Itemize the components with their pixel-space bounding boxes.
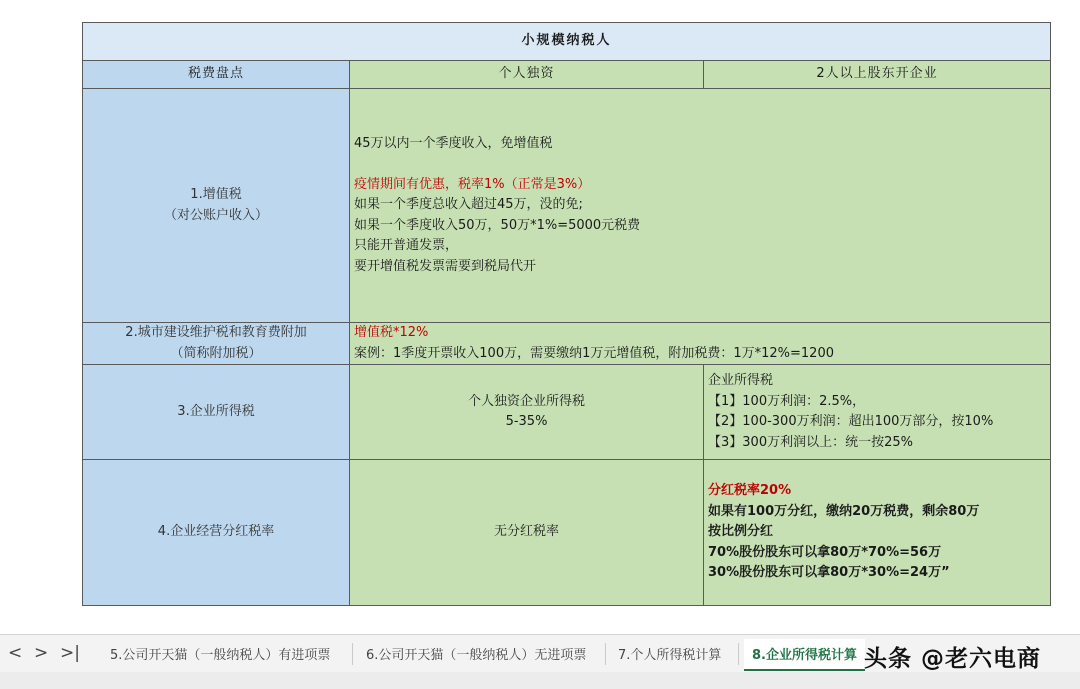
tab-sheet-8-active[interactable]: 8.企业所得税计算 [744,639,865,671]
vat-line-highlight: 疫情期间有优惠，税率1%（正常是3%） [354,176,591,192]
surcharge-label-line2: （简称附加税） [170,345,262,361]
dividend-line: 70%股份股东可以拿80万*70%=56万 [708,544,942,560]
next-sheet-icon[interactable]: > [34,643,49,663]
income-tax-corp-line: 【3】300万利润以上：统一按25% [708,434,913,450]
dividend-line: 如果有100万分红，缴纳20万税费，剩余80万 [708,503,980,519]
tax-comparison-table [82,22,1051,606]
surcharge-label-line1: 2.城市建设维护税和教育费附加 [125,325,307,340]
header-multi-shareholder[interactable]: 2人以上股东开企业 [704,61,1051,89]
income-tax-sole-cell[interactable] [350,365,704,460]
tab-sheet-7[interactable]: 7.个人所得税计算 [618,648,722,663]
dividend-line: 30%股份股东可以拿80万*30%=24万” [708,565,950,581]
income-tax-corp-line: 企业所得税 [708,373,774,388]
surcharge-detail-cell[interactable] [350,323,1051,365]
vat-line: 如果一个季度总收入超过45万，没的免; [354,197,583,212]
header-sole-proprietorship[interactable]: 个人独资 [350,61,704,89]
vat-line: 只能开普通发票， [354,238,459,253]
row-label-dividend[interactable]: 4.企业经营分红税率 [83,460,350,606]
vat-gap [354,155,1046,175]
table-title[interactable]: 小规模纳税人 [83,23,1051,61]
vat-label-line2: （对公账户收入） [163,207,268,223]
tab-divider [738,643,739,665]
status-strip [0,672,1080,689]
vat-detail-cell[interactable] [350,89,1051,323]
dividend-line: 按比例分红 [708,524,774,540]
prev-sheet-icon[interactable]: < [8,643,23,663]
vat-label-line1: 1.增值税 [190,187,242,202]
dividend-corp-cell[interactable] [704,460,1051,606]
vat-line: 如果一个季度收入50万，50万*1%=5000元税费 [354,217,641,233]
row-label-vat[interactable] [83,89,350,323]
vat-line: 45万以内一个季度收入，免增值税 [354,136,553,151]
income-tax-corp-cell[interactable] [704,365,1051,460]
surcharge-example: 案例：1季度开票收入100万，需要缴纳1万元增值税，附加税费：1万*12%=1200 [354,345,834,361]
tab-sheet-6[interactable]: 6.公司开天猫（一般纳税人）无进项票 [366,648,587,663]
tab-divider [605,643,606,665]
surcharge-rate: 增值税*12% [354,325,429,340]
tab-divider [352,643,353,665]
income-tax-sole-line2: 5-35% [505,414,548,429]
row-label-income-tax[interactable]: 3.企业所得税 [83,365,350,460]
last-sheet-icon[interactable]: >| [60,643,80,663]
dividend-sole-cell[interactable]: 无分红税率 [350,460,704,606]
dividend-rate: 分红税率20% [708,483,792,499]
income-tax-sole-line1: 个人独资企业所得税 [467,393,585,409]
income-tax-corp-line: 【1】100万利润：2.5%， [708,393,866,409]
income-tax-corp-line: 【2】100-300万利润：超出100万部分，按10% [708,414,994,429]
watermark-text: 头条 @老六电商 [864,646,1042,672]
tab-sheet-5[interactable]: 5.公司开天猫（一般纳税人）有进项票 [110,648,331,663]
row-label-surcharge[interactable] [83,323,350,365]
header-tax-item[interactable]: 税费盘点 [83,61,350,89]
vat-line: 要开增值税发票需要到税局代开 [354,258,537,274]
